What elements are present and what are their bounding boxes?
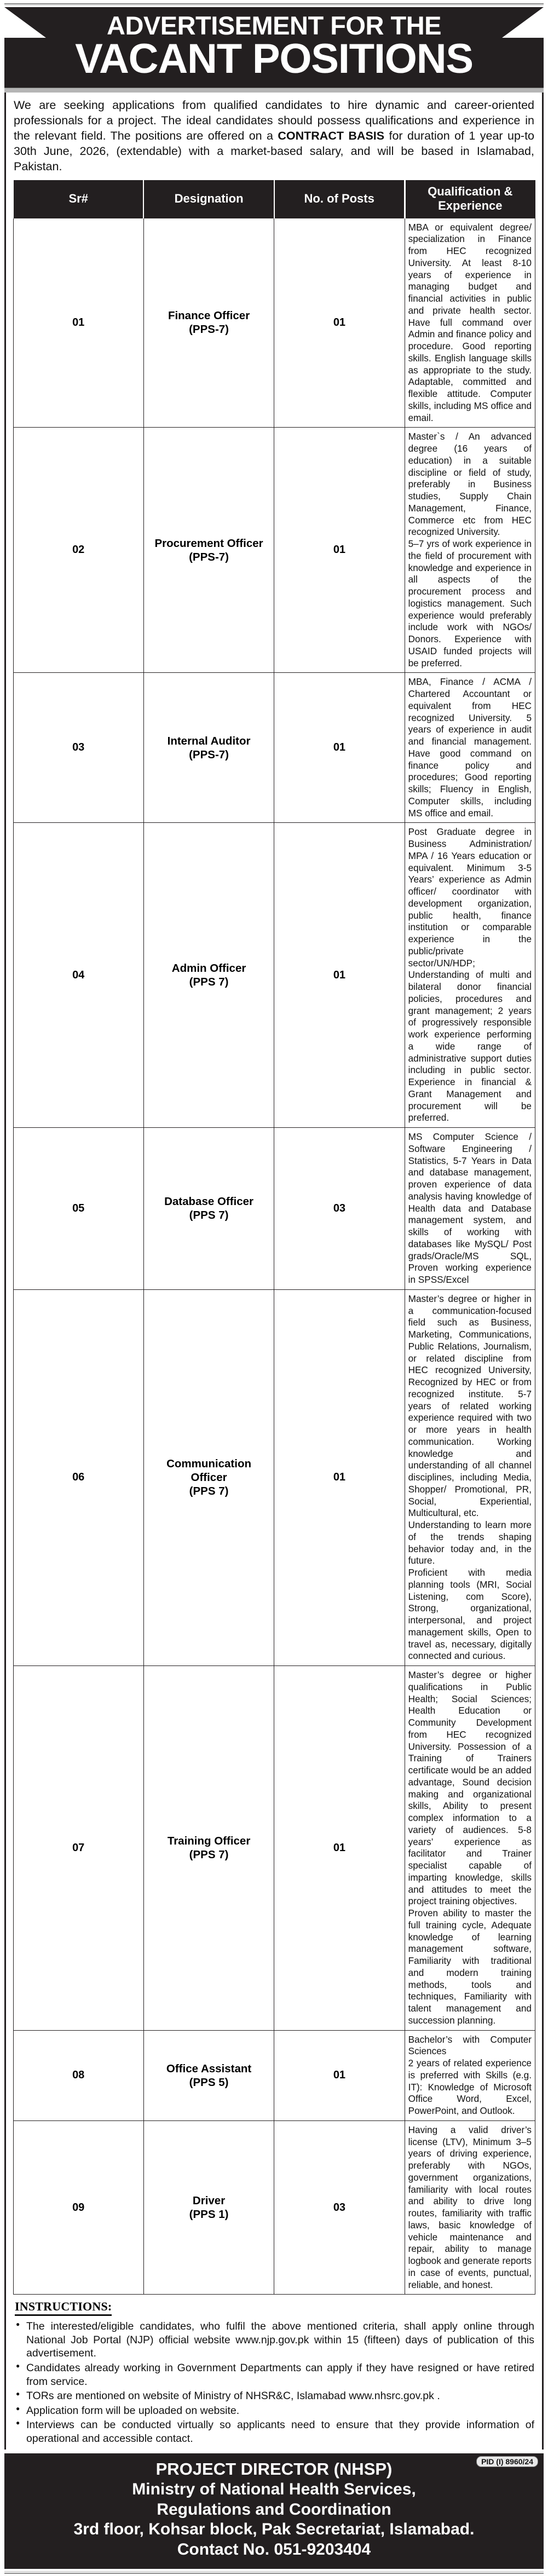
table-row — [13, 428, 535, 673]
cell-designation — [143, 2120, 274, 2295]
qualification-paragraph: Understanding to learn more of the trends shaping behavior today and, in the future. — [408, 1519, 532, 1566]
qualification-paragraph: Bachelor’s with Computer Sciences — [408, 2033, 532, 2057]
cell-designation — [143, 218, 274, 428]
instructions-section — [6, 2295, 542, 2450]
cell-designation — [143, 2030, 274, 2120]
cell-qualification — [405, 673, 535, 823]
cell-qualification — [405, 428, 535, 673]
designation-grade: (PPS-7) — [189, 748, 229, 761]
cell-sr: 01 — [13, 218, 143, 428]
qualification-paragraph: Proficient with media planning tools (MRI, Social Listening, com Score), Strong, organizational, interpersonal, and project management skills, Open to travel as, necessary, digitally connected and curious. — [408, 1567, 532, 1662]
instruction-item: ● TORs are mentioned on website of Ministry of NHSR&C, Islamabad www.nhsrc.gov.pk . — [15, 2389, 534, 2403]
instruction-item: ● Interviews can be conducted virtually so applicants need to ensure that they provide information of operational and accessible contact. — [15, 2418, 534, 2445]
intro-emphasis: CONTRACT BASIS — [278, 129, 385, 142]
qualification-paragraph: MBA, Finance / ACMA / Chartered Accountant or equivalent from HEC recognized University. 5 years of experience in audit and financial management. Have good command on finance policy and procedures; Good reporting skills; Fluency in English, Computer skills, including MS office and email. — [408, 676, 532, 819]
qualification-paragraph: MBA or equivalent degree/ specialization in Finance from HEC recognized University. At least 8-10 years of experience in managing budget and financial activities in public and private health sector. Have full command over Admin and finance policy and procedure. Good reporting skills. English language skills as appropriate to the study. Adaptable, committed and flexible attitude. Computer skills, including MS office and email. — [408, 221, 532, 423]
table-row — [13, 1128, 535, 1290]
banner-underbar — [4, 88, 544, 93]
cell-qualification — [405, 2120, 535, 2295]
designation-grade: (PPS 7) — [189, 1485, 229, 1498]
cell-sr: 04 — [13, 823, 143, 1128]
intro-paragraph — [6, 93, 542, 180]
designation-name: Training Officer — [167, 1835, 251, 1848]
cell-posts: 03 — [274, 1128, 405, 1290]
designation-grade: (PPS 7) — [189, 976, 229, 989]
column-header-posts: No. of Posts — [274, 180, 405, 218]
instructions-title: INSTRUCTIONS: — [15, 2300, 112, 2316]
table-row — [13, 1289, 535, 1666]
designation-name: Driver — [192, 2194, 226, 2208]
cell-qualification — [405, 1289, 535, 1666]
positions-table — [13, 180, 535, 2295]
cell-posts: 01 — [274, 2030, 405, 2120]
content-frame — [4, 93, 544, 2450]
qualification-paragraph: MS Computer Science / Software Engineering / Statistics, 5-7 Years in Data and database management, proven experience of data analysis having knowledge of Health data and Database management system, and skills of working with databases like MySQL/ Post grads/Oracle/MS SQL, Proven working experience in SPSS/Excel — [408, 1131, 532, 1286]
cell-designation — [143, 823, 274, 1128]
cell-posts: 01 — [274, 218, 405, 428]
cell-designation — [143, 1289, 274, 1666]
designation-name: Database Officer — [164, 1195, 254, 1208]
cell-qualification — [405, 1128, 535, 1290]
instructions-list — [15, 2320, 534, 2445]
designation-grade: (PPS-7) — [189, 323, 229, 336]
cell-posts: 03 — [274, 2120, 405, 2295]
cell-qualification — [405, 823, 535, 1128]
qualification-paragraph: 5–7 yrs of work experience in the field of procurement with knowledge and experience in all aspects of the procurement process and logistics management. Such experience would preferably include work with NGOs/ Donors. Experience with USAID funded projects will be preferred. — [408, 538, 532, 669]
table-row — [13, 2120, 535, 2295]
designation-name: Procurement Officer — [154, 537, 263, 550]
designation-grade: (PPS 7) — [189, 1848, 229, 1862]
banner-title-line1: ADVERTISEMENT FOR THE — [107, 11, 441, 40]
footer-ministry-line2: Regulations and Coordination — [157, 2500, 391, 2519]
instruction-item: ● Application form will be uploaded on website. — [15, 2404, 534, 2418]
cell-designation — [143, 1128, 274, 1290]
header-banner — [4, 7, 544, 88]
column-header-qualification: Qualification & Experience — [405, 180, 535, 218]
table-row — [13, 2030, 535, 2120]
cell-sr: 02 — [13, 428, 143, 673]
footer-block — [4, 2453, 544, 2568]
cell-sr: 05 — [13, 1128, 143, 1290]
table-row — [13, 673, 535, 823]
qualification-paragraph: Having a valid driver’s license (LTV), Minimum 3–5 years of driving experience, preferably with NGOs, government organizations, familiarity with local routes and ability to drive long routes, familiarity with traffic laws, basic knowledge of vehicle maintenance and repair, ability to manage logbook and generate reports in case of events, punctual, reliable, and honest. — [408, 2124, 532, 2290]
cell-sr: 07 — [13, 1666, 143, 2031]
cell-designation — [143, 1666, 274, 2031]
designation-grade: (PPS 5) — [189, 2076, 229, 2089]
cell-posts: 01 — [274, 1666, 405, 2031]
cell-qualification — [405, 218, 535, 428]
bottom-rule — [4, 2571, 544, 2574]
banner-title-line2: VACANT POSITIONS — [75, 35, 473, 82]
designation-name: Finance Officer — [168, 309, 250, 322]
instruction-item: ● The interested/eligible candidates, who fulfil the above mentioned criteria, shall apply online through National Job Portal (NJP) official website www.njp.gov.pk within 15 (fifteen) days of publication of this advertisement. — [15, 2320, 534, 2360]
intro-text-part2: for duration of 1 year up-to 30th June, 2026, (extendable) with a market-based salary, and will be based in Islamabad, Pakistan. — [14, 129, 534, 173]
table-row — [13, 1666, 535, 2031]
qualification-paragraph: Master`s / An advanced degree (16 years of education) in a suitable discipline or field of study, preferably in Business studies, Supply Chain Management, Finance, Commerce etc from HEC recognized University. — [408, 431, 532, 538]
qualification-paragraph: Post Graduate degree in Business Administration/ MPA / 16 Years education or equivalent. Minimum 3-5 Years’ experience as Admin officer/ coordinator with development organization, public health, finance institution or comparable experience in the public/private sector/UN/HDP; Understanding of multi and bilateral donor financial policies, procedures and grant management; 2 years of progressively responsible work experience performing a wide range of administrative support duties including in public sector. Experience in financial & Grant Management and procurement will be preferred. — [408, 826, 532, 1123]
cell-sr: 03 — [13, 673, 143, 823]
qualification-paragraph: 2 years of related experience is preferred with Skills (e.g. IT): Knowledge of Microsoft Office Word, Excel, PowerPoint, and Outlook. — [408, 2058, 532, 2117]
cell-qualification — [405, 2030, 535, 2120]
cell-designation — [143, 428, 274, 673]
designation-grade: (PPS-7) — [189, 550, 229, 563]
cell-posts: 01 — [274, 1289, 405, 1666]
pid-badge: PID (I) 8960/24 — [476, 2456, 538, 2467]
designation-name: Office Assistant — [166, 2062, 252, 2075]
footer-contact: Contact No. 051-9203404 — [177, 2540, 371, 2558]
column-header-sr: Sr# — [13, 180, 143, 218]
cell-qualification — [405, 1666, 535, 2031]
cell-sr: 06 — [13, 1289, 143, 1666]
instruction-item: ● Candidates already working in Government Departments can apply if they have resigned or have retired from service. — [15, 2361, 534, 2388]
intro-text-part1: We are seeking applications from qualified candidates to hire dynamic and career-oriented professionals for a project. The ideal candidates should possess qualifications and experience in the relevant field. The positions are offered on a — [14, 98, 534, 142]
footer-address: 3rd floor, Kohsar block, Pak Secretariat, Islamabad. — [73, 2520, 475, 2539]
table-header-row — [13, 180, 535, 218]
cell-posts: 01 — [274, 428, 405, 673]
footer-ministry-line1: Ministry of National Health Services, — [132, 2480, 416, 2499]
cell-designation — [143, 673, 274, 823]
designation-name: Internal Auditor — [167, 734, 251, 747]
cell-posts: 01 — [274, 673, 405, 823]
column-header-designation: Designation — [143, 180, 274, 218]
top-rule — [4, 3, 544, 5]
table-row — [13, 218, 535, 428]
cell-posts: 01 — [274, 823, 405, 1128]
designation-grade: (PPS 7) — [189, 1209, 229, 1222]
qualification-paragraph: Master’s degree or higher qualifications in Public Health; Social Sciences; Health Education or Community Development from HEC recognized University. Possession of a Training of Trainers certificate would be an added advantage, Sound decision making and organizational skills, Ability to present complex information to a variety of audiences. 5-8 years’ experience as facilitator and Trainer specialist capable of imparting knowledge, skills and attitudes to meet the project training objectives. — [408, 1669, 532, 1907]
designation-name: Admin Officer — [171, 962, 246, 975]
designation-grade: (PPS 1) — [189, 2208, 229, 2221]
cell-sr: 08 — [13, 2030, 143, 2120]
cell-sr: 09 — [13, 2120, 143, 2295]
footer-project-director: PROJECT DIRECTOR (NHSP) — [155, 2459, 393, 2479]
designation-name: Communication Officer — [166, 1457, 252, 1484]
qualification-paragraph: Proven ability to master the full training cycle, Adequate knowledge of learning management software, Familiarity with traditional and modern training methods, tools and techniques, Familiarity with talent management and succession planning. — [408, 1907, 532, 2026]
table-row — [13, 823, 535, 1128]
qualification-paragraph: Master’s degree or higher in a communication-focused field such as Business, Marketing, Communications, Public Relations, Journalism, or related discipline from HEC recognized University, Recognized by HEC or from recognized institute. 5-7 years of related working experience required with two or more years in health communication. Working knowledge and understanding of all channel disciplines, including Media, Shopper/ Promotional, PR, Social, Experiential, Multicultural, etc. — [408, 1293, 532, 1519]
